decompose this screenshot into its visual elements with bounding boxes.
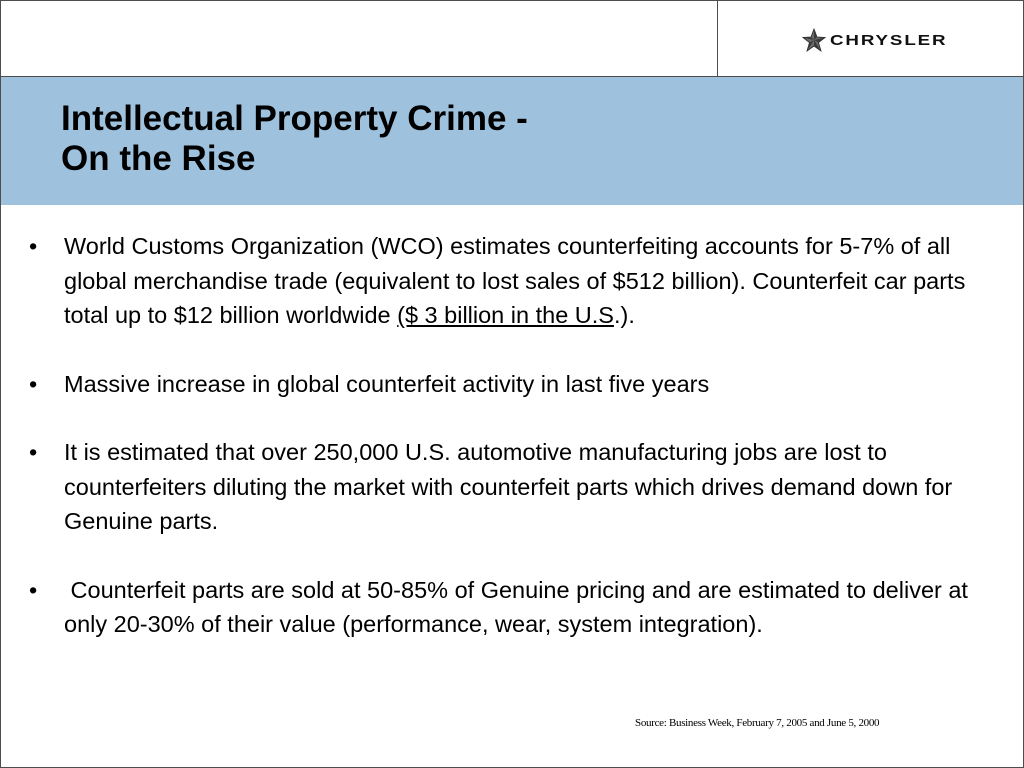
bullet-list	[27, 229, 987, 676]
bullet-text: It is estimated that over 250,000 U.S. automotive manufacturing jobs are lost to counterfeiters diluting the market with counterfeit parts which drives demand down for Genuine parts.	[64, 439, 953, 534]
bullet-item	[27, 229, 987, 333]
slide-title-line-2: On the Rise	[61, 139, 256, 178]
bullet-item	[27, 367, 987, 402]
bullet-underlined-text: ($ 3 billion in the U.S	[397, 302, 614, 328]
bullet-text: World Customs Organization (WCO) estimates counterfeiting accounts for 5-7% of all global merchandise trade (equivalent to lost sales of $512 billion). Counterfeit car parts total up to $12 billion worldwide	[64, 233, 966, 328]
bullet-dot: •	[29, 233, 38, 259]
pentastar-icon	[802, 28, 826, 52]
chrysler-logo	[802, 27, 948, 53]
bullet-dot: •	[29, 439, 38, 465]
title-band	[1, 77, 1023, 205]
brand-wordmark: CHRYSLER	[830, 31, 948, 49]
logo-panel	[717, 1, 1024, 76]
bullet-item	[27, 573, 987, 642]
source-note: Source: Business Week, February 7, 2005 and June 5, 2000	[635, 717, 880, 729]
bullet-text: Massive increase in global counterfeit activity in last five years	[64, 370, 710, 397]
bullet-dot: •	[29, 370, 38, 397]
bullet-text-end: .).	[613, 302, 635, 328]
bullet-item	[27, 435, 987, 539]
bullet-text: Counterfeit parts are sold at 50-85% of Genuine pricing and are estimated to deliver at only 20-30% of their value (performance, wear, system integration).	[64, 576, 975, 637]
slide-title	[61, 99, 528, 179]
slide-title-line-1: Intellectual Property Crime -	[61, 99, 528, 138]
bullet-dot: •	[29, 576, 38, 603]
header-bar	[1, 1, 1023, 77]
